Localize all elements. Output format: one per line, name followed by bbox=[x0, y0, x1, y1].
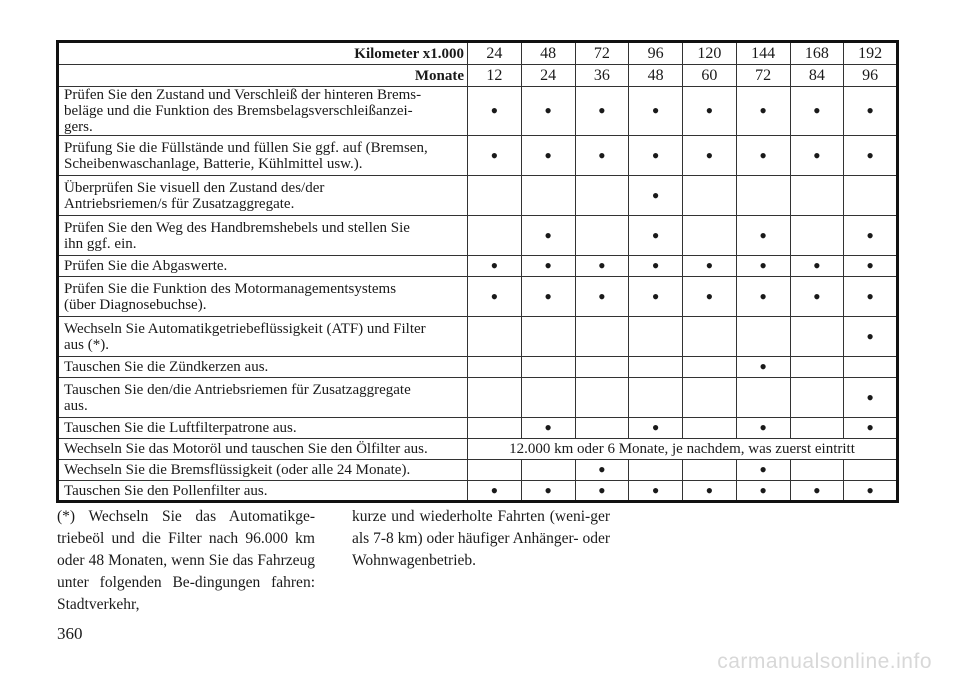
maintenance-row bbox=[58, 439, 898, 460]
month-col-1: 12 bbox=[468, 65, 522, 87]
empty-cell bbox=[468, 317, 522, 357]
service-due-mark: • bbox=[736, 481, 790, 502]
empty-cell bbox=[683, 378, 737, 418]
month-col-3: 36 bbox=[575, 65, 629, 87]
empty-cell bbox=[468, 176, 522, 216]
watermark-text: carmanualsonline.info bbox=[717, 650, 932, 673]
maintenance-row bbox=[58, 176, 898, 216]
service-due-mark: • bbox=[629, 481, 683, 502]
service-due-mark: • bbox=[736, 87, 790, 136]
task-description: Prüfung Sie die Füllstände und füllen Sie ggf. auf (Bremsen, Scheibenwaschanlage, Batterie, Kühlmittel usw.). bbox=[58, 136, 468, 176]
service-due-mark: • bbox=[736, 256, 790, 277]
service-due-mark: • bbox=[790, 87, 844, 136]
empty-cell bbox=[629, 317, 683, 357]
maintenance-row bbox=[58, 136, 898, 176]
service-due-mark: • bbox=[629, 176, 683, 216]
service-due-mark: • bbox=[521, 418, 575, 439]
maintenance-row bbox=[58, 357, 898, 378]
empty-cell bbox=[790, 418, 844, 439]
service-due-mark: • bbox=[629, 418, 683, 439]
empty-cell bbox=[790, 378, 844, 418]
service-due-mark: • bbox=[736, 136, 790, 176]
empty-cell bbox=[683, 357, 737, 378]
service-due-mark: • bbox=[629, 87, 683, 136]
empty-cell bbox=[629, 378, 683, 418]
km-col-2: 48 bbox=[521, 42, 575, 65]
service-due-mark: • bbox=[521, 87, 575, 136]
empty-cell bbox=[575, 317, 629, 357]
service-due-mark: • bbox=[736, 216, 790, 256]
service-due-mark: • bbox=[683, 136, 737, 176]
km-col-1: 24 bbox=[468, 42, 522, 65]
maintenance-row bbox=[58, 378, 898, 418]
empty-cell bbox=[790, 176, 844, 216]
task-description: Wechseln Sie die Bremsflüssigkeit (oder alle 24 Monate). bbox=[58, 460, 468, 481]
empty-cell bbox=[790, 357, 844, 378]
service-due-mark: • bbox=[629, 256, 683, 277]
maintenance-row bbox=[58, 216, 898, 256]
empty-cell bbox=[736, 378, 790, 418]
maintenance-row bbox=[58, 418, 898, 439]
month-col-6: 72 bbox=[736, 65, 790, 87]
months-header-label: Monate bbox=[58, 65, 468, 87]
service-due-mark: • bbox=[844, 418, 898, 439]
task-description: Überprüfen Sie visuell den Zustand des/der Antriebsriemen/s für Zusatzaggregate. bbox=[58, 176, 468, 216]
service-due-mark: • bbox=[844, 277, 898, 317]
maintenance-row bbox=[58, 317, 898, 357]
empty-cell bbox=[521, 378, 575, 418]
task-description: Tauschen Sie den Pollenfilter aus. bbox=[58, 481, 468, 502]
interval-note: 12.000 km oder 6 Monate, je nachdem, was zuerst eintritt bbox=[468, 439, 898, 460]
service-due-mark: • bbox=[683, 481, 737, 502]
task-description: Wechseln Sie das Motoröl und tauschen Sie den Ölfilter aus. bbox=[58, 439, 468, 460]
page-number: 360 bbox=[57, 624, 83, 643]
empty-cell bbox=[683, 176, 737, 216]
service-due-mark: • bbox=[790, 256, 844, 277]
service-due-mark: • bbox=[844, 87, 898, 136]
task-description: Tauschen Sie die Luftfilterpatrone aus. bbox=[58, 418, 468, 439]
service-due-mark: • bbox=[736, 460, 790, 481]
maintenance-row bbox=[58, 87, 898, 136]
maintenance-schedule-table bbox=[56, 40, 899, 503]
km-col-5: 120 bbox=[683, 42, 737, 65]
service-due-mark: • bbox=[629, 277, 683, 317]
empty-cell bbox=[575, 418, 629, 439]
kilometer-header-row bbox=[58, 42, 898, 65]
service-due-mark: • bbox=[736, 418, 790, 439]
service-due-mark: • bbox=[468, 481, 522, 502]
task-description: Wechseln Sie Automatikgetriebeflüssigkeit (ATF) und Filter aus (*). bbox=[58, 317, 468, 357]
empty-cell bbox=[575, 216, 629, 256]
month-col-7: 84 bbox=[790, 65, 844, 87]
km-col-8: 192 bbox=[844, 42, 898, 65]
service-due-mark: • bbox=[736, 357, 790, 378]
service-due-mark: • bbox=[844, 378, 898, 418]
empty-cell bbox=[790, 216, 844, 256]
empty-cell bbox=[844, 357, 898, 378]
km-col-6: 144 bbox=[736, 42, 790, 65]
service-due-mark: • bbox=[468, 256, 522, 277]
service-due-mark: • bbox=[790, 136, 844, 176]
footnote-right-column: kurze und wiederholte Fahrten (weni-ger als 7-8 km) oder häufiger Anhänger- oder Wohnwagenbetrieb. bbox=[352, 508, 610, 569]
service-due-mark: • bbox=[521, 136, 575, 176]
service-due-mark: • bbox=[844, 481, 898, 502]
months-header-row bbox=[58, 65, 898, 87]
service-due-mark: • bbox=[521, 277, 575, 317]
service-due-mark: • bbox=[683, 87, 737, 136]
service-due-mark: • bbox=[575, 136, 629, 176]
service-due-mark: • bbox=[521, 216, 575, 256]
service-due-mark: • bbox=[468, 87, 522, 136]
service-due-mark: • bbox=[683, 277, 737, 317]
empty-cell bbox=[683, 317, 737, 357]
task-description: Prüfen Sie die Abgaswerte. bbox=[58, 256, 468, 277]
maintenance-row bbox=[58, 481, 898, 502]
service-due-mark: • bbox=[844, 256, 898, 277]
month-col-5: 60 bbox=[683, 65, 737, 87]
service-due-mark: • bbox=[468, 136, 522, 176]
service-due-mark: • bbox=[575, 481, 629, 502]
kilometer-header-label: Kilometer x1.000 bbox=[58, 42, 468, 65]
service-due-mark: • bbox=[575, 460, 629, 481]
empty-cell bbox=[575, 357, 629, 378]
month-col-8: 96 bbox=[844, 65, 898, 87]
empty-cell bbox=[736, 176, 790, 216]
empty-cell bbox=[521, 176, 575, 216]
month-col-4: 48 bbox=[629, 65, 683, 87]
service-due-mark: • bbox=[575, 87, 629, 136]
service-due-mark: • bbox=[575, 256, 629, 277]
footnote-left-column: (*) Wechseln Sie das Automatikge-triebeöl und die Filter nach 96.000 km oder 48 Monaten, wenn Sie das Fahrzeug unter folgenden Be-dingungen fahren: Stadtverkehr, bbox=[57, 508, 315, 613]
km-col-3: 72 bbox=[575, 42, 629, 65]
empty-cell bbox=[683, 216, 737, 256]
empty-cell bbox=[736, 317, 790, 357]
empty-cell bbox=[521, 357, 575, 378]
km-col-7: 168 bbox=[790, 42, 844, 65]
maintenance-row bbox=[58, 256, 898, 277]
service-due-mark: • bbox=[521, 256, 575, 277]
service-due-mark: • bbox=[790, 277, 844, 317]
empty-cell bbox=[683, 418, 737, 439]
km-col-4: 96 bbox=[629, 42, 683, 65]
service-due-mark: • bbox=[844, 317, 898, 357]
empty-cell bbox=[844, 176, 898, 216]
task-description: Tauschen Sie den/die Antriebsriemen für Zusatzaggregate aus. bbox=[58, 378, 468, 418]
empty-cell bbox=[468, 357, 522, 378]
service-due-mark: • bbox=[790, 481, 844, 502]
empty-cell bbox=[790, 317, 844, 357]
maintenance-row bbox=[58, 277, 898, 317]
empty-cell bbox=[521, 317, 575, 357]
task-description: Tauschen Sie die Zündkerzen aus. bbox=[58, 357, 468, 378]
service-due-mark: • bbox=[521, 481, 575, 502]
service-due-mark: • bbox=[844, 216, 898, 256]
service-due-mark: • bbox=[575, 277, 629, 317]
task-description: Prüfen Sie die Funktion des Motormanagementsystems (über Diagnosebuchse). bbox=[58, 277, 468, 317]
month-col-2: 24 bbox=[521, 65, 575, 87]
empty-cell bbox=[468, 216, 522, 256]
empty-cell bbox=[629, 357, 683, 378]
service-due-mark: • bbox=[844, 136, 898, 176]
service-due-mark: • bbox=[629, 216, 683, 256]
empty-cell bbox=[575, 378, 629, 418]
maintenance-row bbox=[58, 460, 898, 481]
service-due-mark: • bbox=[736, 277, 790, 317]
service-due-mark: • bbox=[683, 256, 737, 277]
empty-cell bbox=[575, 176, 629, 216]
task-description: Prüfen Sie den Zustand und Verschleiß der hinteren Brems- beläge und die Funktion des Bremsbelagsverschleißanzei- gers. bbox=[58, 87, 468, 136]
service-due-mark: • bbox=[468, 277, 522, 317]
empty-cell bbox=[468, 418, 522, 439]
task-description: Prüfen Sie den Weg des Handbremshebels und stellen Sie ihn ggf. ein. bbox=[58, 216, 468, 256]
empty-cell bbox=[468, 378, 522, 418]
service-due-mark: • bbox=[629, 136, 683, 176]
